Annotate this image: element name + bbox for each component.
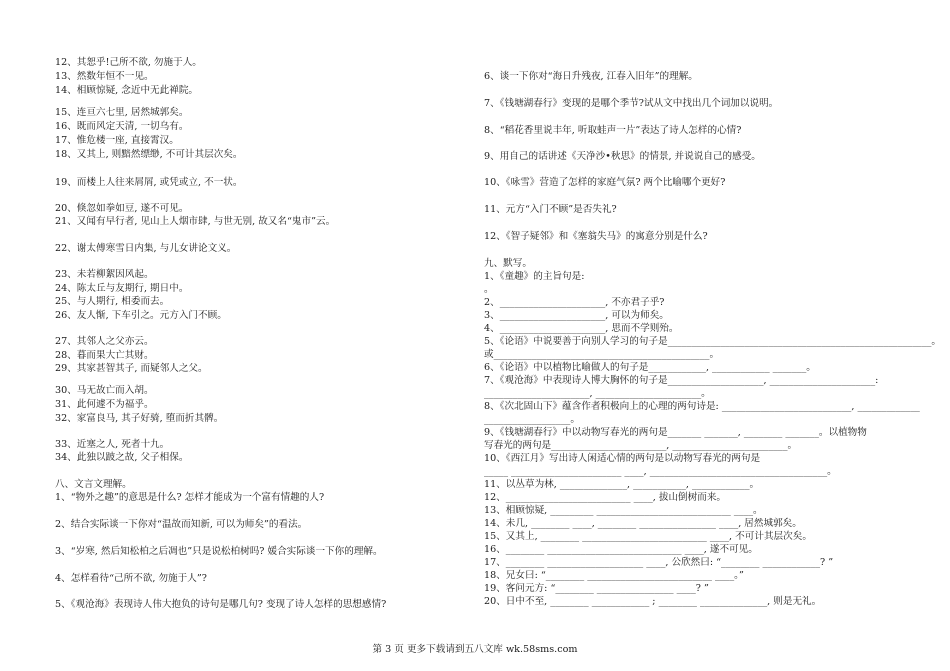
right-line: ______________________, ______________________。 <box>484 388 711 399</box>
left-line: 2、结合实际谈一下你对“温故而知新, 可以为师矣”的看法。 <box>55 519 308 530</box>
left-line: 34、此独以跛之故, 父子相保。 <box>55 452 189 463</box>
page-footer: 第 3 页 更多下载请到五八文库 wk.58sms.com <box>372 644 578 655</box>
left-line: 30、马无故亡而入胡。 <box>55 385 154 396</box>
left-line: 3、“岁寒, 然后知松柏之后凋也”只是说松柏树吗? 媛合实际谈一下你的理解。 <box>55 546 383 557</box>
left-line: 32、家富良马, 其子好骑, 堕而折其髀。 <box>55 413 224 424</box>
left-line: 16、既而风定天清, 一切乌有。 <box>55 121 189 132</box>
right-line: 九、默写。 <box>484 258 532 269</box>
right-line: 6、谈一下你对“海日升残夜, 江春入旧年”的理解。 <box>484 71 698 82</box>
left-line: 12、其恕乎!己所不欲, 勿施于人。 <box>55 57 202 68</box>
right-line: 。 <box>484 284 494 295</box>
left-line: 23、未若柳絮因风起。 <box>55 269 154 280</box>
right-line: 12、《智子疑邻》和《塞翁失马》的寓意分别是什么? <box>484 231 708 242</box>
right-line: 18、兄女曰: “________ __________________________ ____。” <box>484 570 744 581</box>
left-line: 15、连亘六七里, 居然城郭矣。 <box>55 107 189 118</box>
right-line: 7、《观沧海》中表现诗人博大胸怀的句子是____________________, ______________________: <box>484 375 879 386</box>
right-line: 或_____________________________________________。 <box>484 349 720 360</box>
left-line: 21、又闻有早行者, 见山上人烟市肆, 与世无别, 故又名“鬼市”云。 <box>55 216 336 227</box>
right-line: 8、《次北固山下》蕴含作者积极向上的心理的两句诗是: ___________________________, _____________ <box>484 401 920 412</box>
right-line: 1、《童趣》的主旨句是: <box>484 271 585 282</box>
right-line: _____ _______________________ ____, _____________________________________。 <box>484 466 837 477</box>
left-line: 13、然数年恒不一见。 <box>55 71 154 82</box>
left-line: 25、与人期行, 相委而去。 <box>55 296 170 307</box>
left-line: 5、《观沧海》表现诗人伟大抱负的诗句是哪几句? 变现了诗人怎样的思想感情? <box>55 599 387 610</box>
right-line: 7、《钱塘湖春行》变现的是哪个季节?试从文中找出几个词加以说明。 <box>484 98 779 109</box>
right-line: 2、______________________, 不亦君子乎? <box>484 297 665 308</box>
left-line: 33、近塞之人, 死者十九。 <box>55 439 170 450</box>
right-line: 写春光的两句是________________________, ________________________。 <box>484 440 798 451</box>
left-line: 26、友人惭, 下车引之。元方入门不顾。 <box>55 310 227 321</box>
right-line: 3、______________________, 可以为师矣。 <box>484 310 669 321</box>
left-line: 18、又其上, 则黯然缥缈, 不可计其层次矣。 <box>55 149 243 160</box>
left-line: 27、其邻人之父亦云。 <box>55 336 154 347</box>
right-line: 9、《钱塘湖春行》中以动物写春光的两句是_______ _______, ________ _______。以植物物 <box>484 427 867 438</box>
right-line: 10、《西江月》写出诗人闲适心情的两句是以动物写春光的两句是 <box>484 453 761 464</box>
right-line: 14、未几, ________ ____, ________ ________________ ____, 居然城郭矣。 <box>484 518 802 529</box>
left-line: 八、文言文理解。 <box>55 479 132 490</box>
left-line: 1、“物外之趣”的意思是什么? 怎样才能成为一个富有情趣的人? <box>55 492 325 503</box>
right-line: 11、元方“入门不顾”是否失礼? <box>484 204 617 215</box>
left-line: 14、相顾惊疑, 念近中无此禅院。 <box>55 85 199 96</box>
right-line: 15、又其上, ________ __________________________ ____, 不可计其层次矣。 <box>484 531 812 542</box>
right-line: 12、__________________________ ____, 拔山倒树而来。 <box>484 492 727 503</box>
right-line: __________________。 <box>484 414 580 425</box>
right-line: 4、______________________, 思而不学则殆。 <box>484 323 679 334</box>
right-line: 8、“稻花香里说丰年, 听取蛙声一片”表达了诗人怎样的心情? <box>484 125 742 136</box>
left-line: 19、而楼上人往来屑屑, 或凭或立, 不一状。 <box>55 177 243 188</box>
right-line: 9、用自己的话讲述《天净沙•秋思》的情景, 并说说自己的感受。 <box>484 151 761 162</box>
left-line: 20、倏忽如拳如豆, 遂不可见。 <box>55 203 189 214</box>
right-line: 20、日中不至, ________ ____________ ; ________ ______________, 则是无礼。 <box>484 596 822 607</box>
right-line: 16、________ ____________________________ ____, 遂不可见。 <box>484 544 758 555</box>
right-line: 19、客问元方: “________ ________________ ____? ” <box>484 583 709 594</box>
right-line: 5、《论语》中说要善于向别人学习的句子是_______________________________________________________。 <box>484 336 942 347</box>
right-line: 17、________ ____________________ ____, 公欣然曰: “________ ____________? ” <box>484 557 834 568</box>
left-line: 29、其家甚智其子, 而疑邻人之父。 <box>55 363 208 374</box>
right-line: 10、《咏雪》营造了怎样的家庭气氛? 两个比喻哪个更好? <box>484 177 726 188</box>
left-line: 31、此何遽不为福乎。 <box>55 399 154 410</box>
left-line: 4、怎样看待“己所不欲, 勿施于人”? <box>55 573 207 584</box>
right-line: 13、相顾惊疑, _________ ____________________________ ____。 <box>484 505 763 516</box>
left-line: 17、惟危楼一座, 直接霄汉。 <box>55 135 179 146</box>
left-line: 24、陈太丘与友期行, 期日中。 <box>55 283 189 294</box>
right-line: 6、《论语》中以植物比喻做人的句子是____________, ____________ _______。 <box>484 362 816 373</box>
left-line: 22、谢太傅寒雪日内集, 与儿女讲论文义。 <box>55 243 237 254</box>
right-line: 11、以丛草为林, ______________, ___________, ____________。 <box>484 479 760 490</box>
left-line: 28、暮而果大亡其财。 <box>55 350 154 361</box>
